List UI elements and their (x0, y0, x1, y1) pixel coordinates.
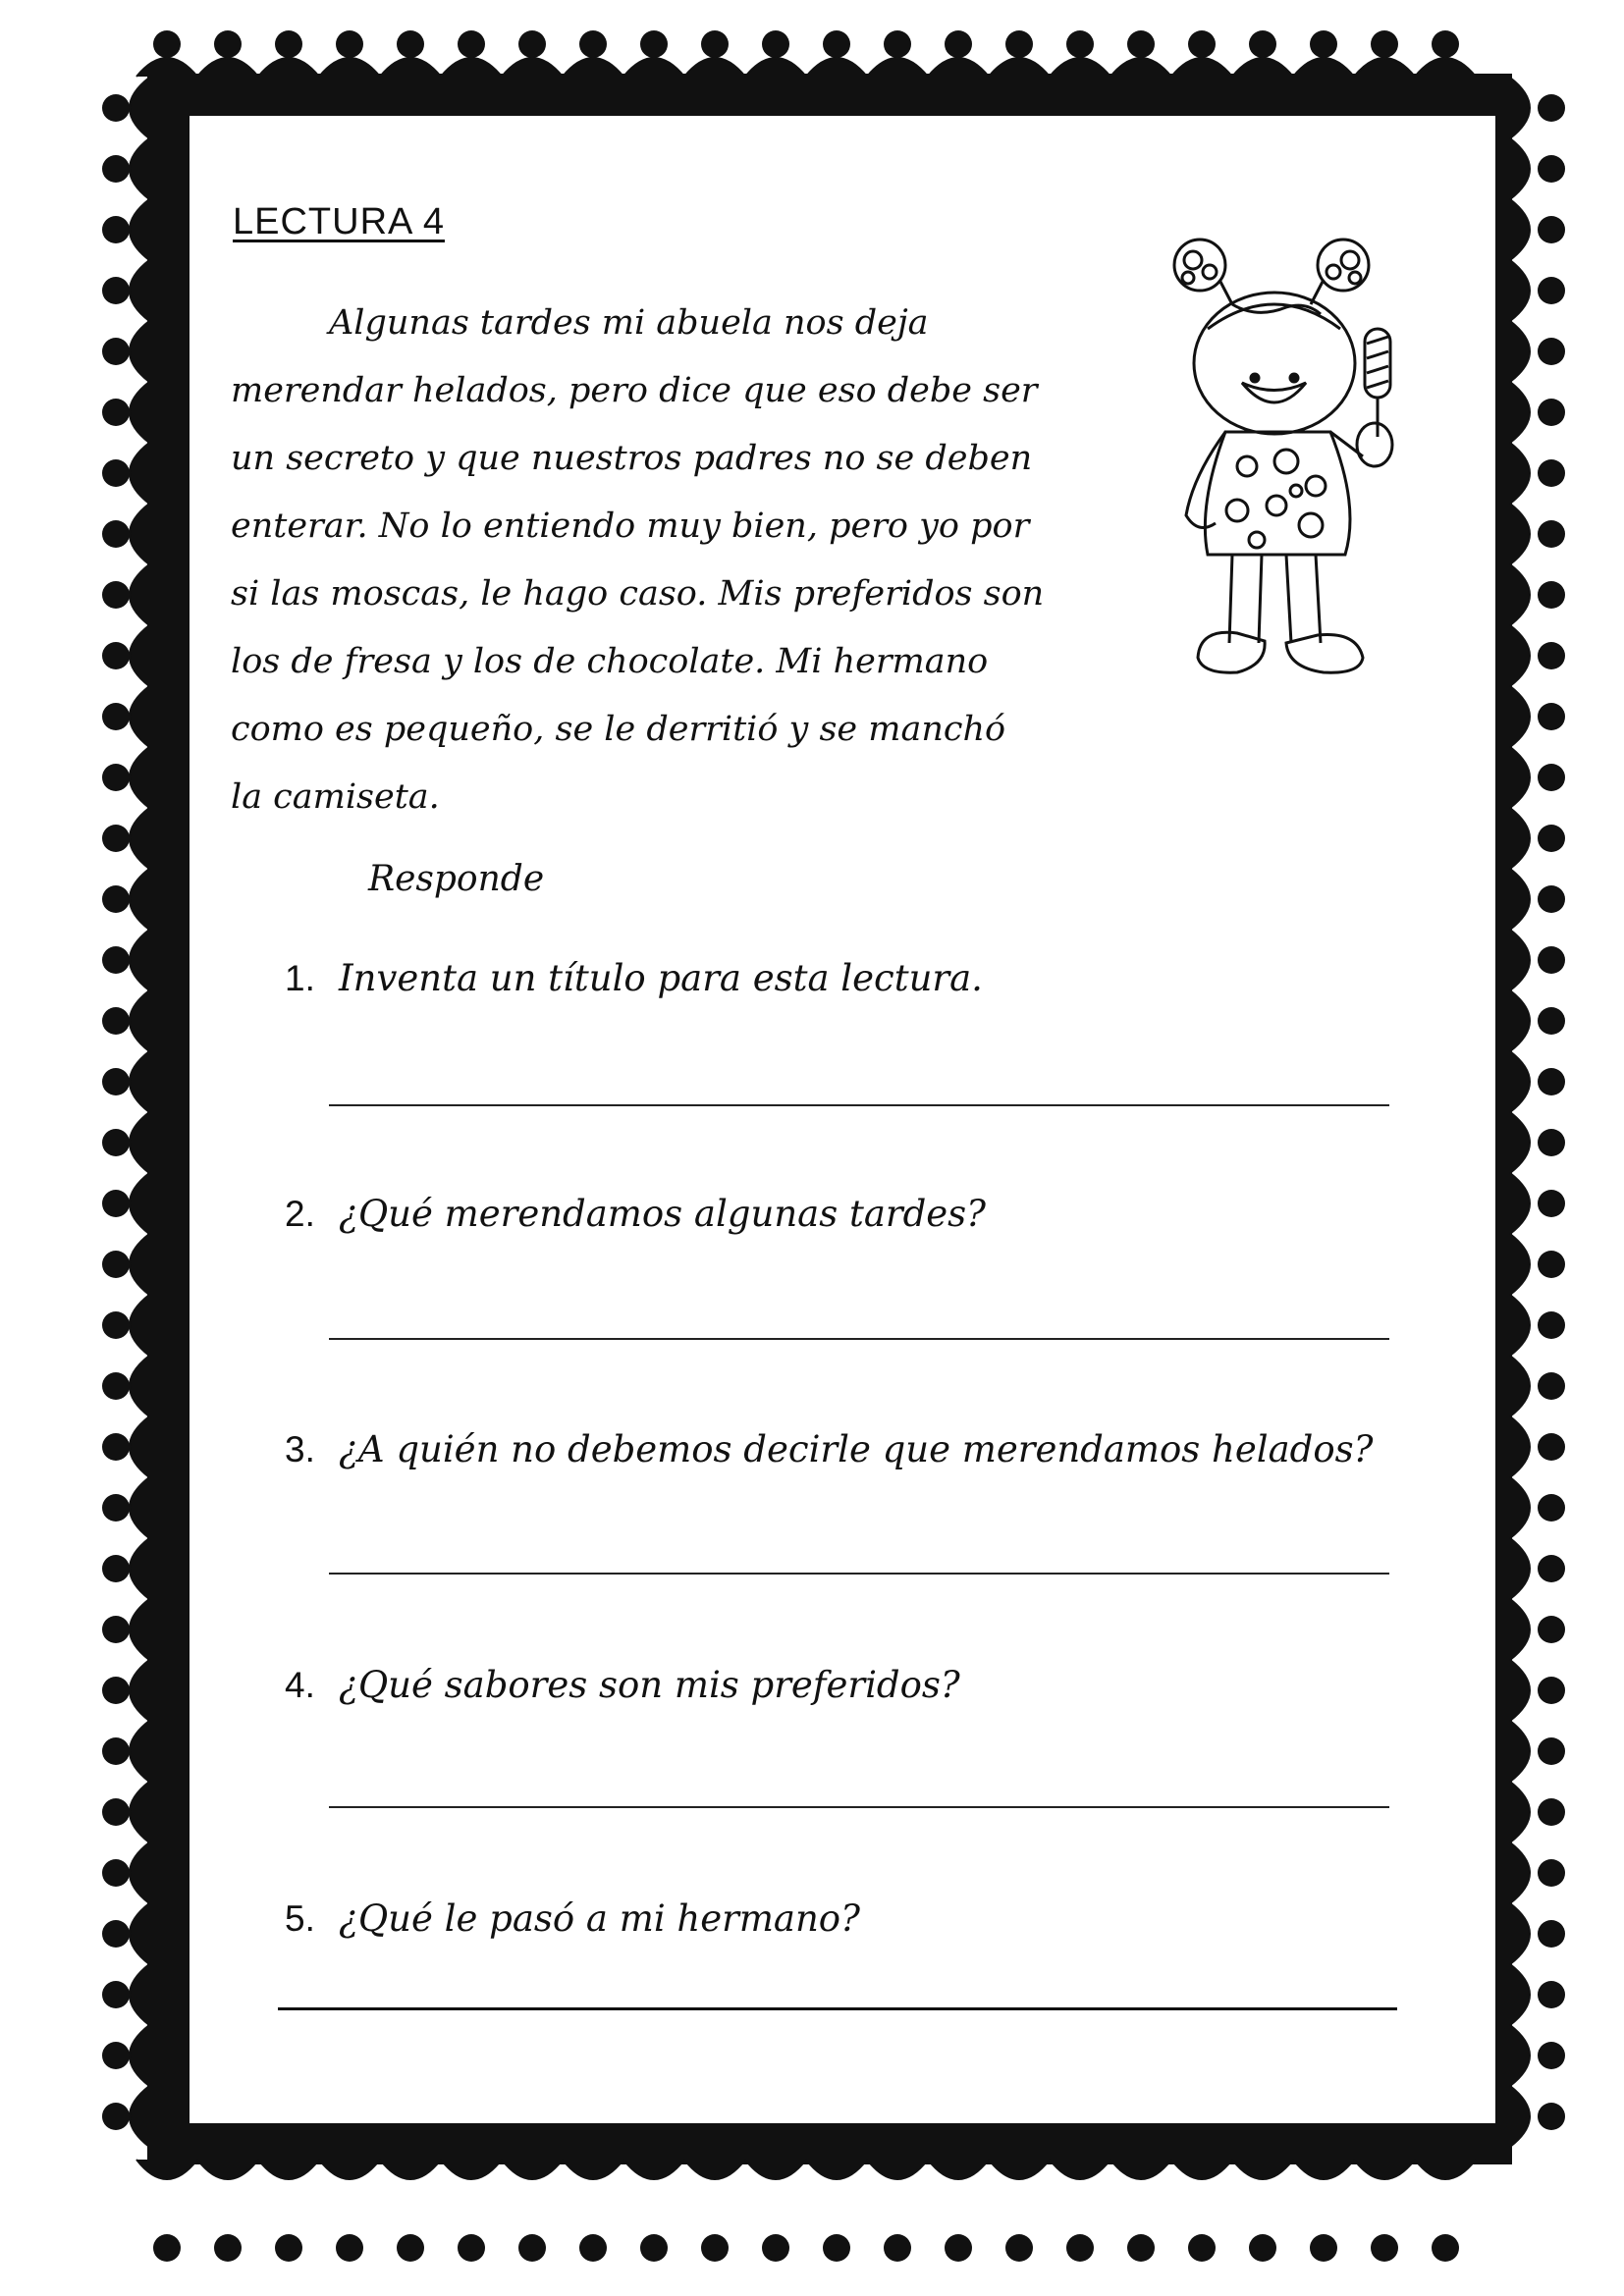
border-dot (102, 1798, 130, 1826)
border-arch (130, 321, 149, 382)
question-number: 3. (285, 1429, 315, 1469)
border-dot (1538, 1859, 1565, 1887)
border-dot (1249, 2234, 1276, 2262)
border-arch (130, 1964, 149, 2025)
border-arch (1510, 1842, 1530, 1903)
border-dot (1538, 703, 1565, 730)
reading-line: los de fresa y los de chocolate. Mi hermano (231, 642, 989, 681)
border-arch (441, 2160, 502, 2179)
border-dot (102, 1068, 130, 1095)
border-arch (319, 2160, 380, 2179)
border-dot (1538, 399, 1565, 426)
border-arch (745, 58, 806, 77)
border-dot (1538, 1920, 1565, 1948)
border-arch (441, 58, 502, 77)
border-dot (153, 30, 181, 58)
border-arch (1510, 1660, 1530, 1721)
border-arch (130, 1051, 149, 1112)
border-dot (1371, 30, 1398, 58)
border-arch (1510, 1295, 1530, 1356)
border-arch (136, 58, 197, 77)
border-dot (1538, 1372, 1565, 1400)
border-arch (130, 625, 149, 686)
border-dot (153, 2234, 181, 2262)
border-arch (1510, 321, 1530, 382)
border-dot (1538, 1311, 1565, 1339)
question-number: 5. (285, 1898, 315, 1939)
border-arch (1510, 504, 1530, 564)
border-arch (130, 78, 149, 138)
border-dot (1127, 30, 1155, 58)
worksheet (191, 118, 1491, 2120)
border-arch (1510, 808, 1530, 869)
border-dot (1538, 277, 1565, 304)
border-dot (1538, 1616, 1565, 1643)
question-1 (285, 957, 983, 999)
border-dot (458, 30, 485, 58)
border-dot (640, 2234, 668, 2262)
border-dot (1538, 1677, 1565, 1704)
border-dot (102, 338, 130, 365)
border-dot (102, 1372, 130, 1400)
border-dot (1538, 459, 1565, 487)
border-arch (1510, 443, 1530, 504)
border-arch (130, 1295, 149, 1356)
border-arch (1510, 1964, 1530, 2025)
border-dot (1538, 764, 1565, 791)
border-dot (1538, 1494, 1565, 1522)
border-arch (1510, 1538, 1530, 1599)
border-arch (1510, 1112, 1530, 1173)
girl-illustration (1139, 211, 1414, 702)
border-dot (945, 30, 972, 58)
border-arch (1510, 747, 1530, 808)
border-arch (1510, 2025, 1530, 2086)
border-arch (130, 260, 149, 321)
border-arch (130, 1721, 149, 1782)
border-dot (102, 885, 130, 913)
border-arch (745, 2160, 806, 2179)
question-5 (285, 1897, 860, 1940)
border-dot (102, 581, 130, 609)
question-text: Inventa un título para esta lectura. (339, 957, 983, 999)
border-dot (1310, 2234, 1337, 2262)
border-arch (1510, 138, 1530, 199)
border-dot (1127, 2234, 1155, 2262)
border-arch (989, 58, 1050, 77)
border-dot (579, 30, 607, 58)
border-dot (102, 277, 130, 304)
question-text: ¿Qué le pasó a mi hermano? (339, 1897, 860, 1940)
border-arch (130, 686, 149, 747)
border-dot (458, 2234, 485, 2262)
border-arch (130, 382, 149, 443)
border-dot (1538, 216, 1565, 243)
border-dot (102, 642, 130, 669)
border-arch (130, 443, 149, 504)
border-arch (1510, 686, 1530, 747)
border-arch (130, 1416, 149, 1477)
reading-line: merendar helados, pero dice que eso debe ser (231, 371, 1038, 410)
reading-line: si las moscas, le hago caso. Mis preferidos son (231, 574, 1045, 614)
border-arch (1510, 1173, 1530, 1234)
border-dot (1538, 1007, 1565, 1035)
border-dot (518, 2234, 546, 2262)
border-arch (1510, 1051, 1530, 1112)
border-dot (102, 1737, 130, 1765)
question-4 (285, 1664, 960, 1706)
border-dot (102, 459, 130, 487)
border-dot (102, 399, 130, 426)
border-dot (1538, 1737, 1565, 1765)
question-text: ¿Qué sabores son mis preferidos? (339, 1664, 960, 1706)
border-dot (1005, 30, 1033, 58)
border-arch (130, 1842, 149, 1903)
border-dot (1538, 520, 1565, 548)
border-dot (1188, 2234, 1216, 2262)
border-dot (102, 1129, 130, 1156)
border-arch (130, 564, 149, 625)
border-arch (1510, 1599, 1530, 1660)
border-arch (806, 2160, 867, 2179)
border-dot (1538, 1190, 1565, 1217)
border-arch (130, 504, 149, 564)
border-arch (1510, 564, 1530, 625)
reading-line: Algunas tardes mi abuela nos deja (329, 303, 929, 343)
border-dot (102, 1251, 130, 1278)
border-arch (1510, 1477, 1530, 1538)
border-dot (102, 520, 130, 548)
border-arch (928, 2160, 989, 2179)
border-arch (1415, 58, 1476, 77)
border-dot (1538, 2103, 1565, 2130)
border-arch (136, 2160, 197, 2179)
border-dot (102, 1859, 130, 1887)
border-arch (130, 138, 149, 199)
answer-line-1[interactable] (329, 1104, 1389, 1106)
border-arch (684, 2160, 745, 2179)
border-dot (1538, 1129, 1565, 1156)
border-dot (102, 2042, 130, 2069)
border-dot (336, 2234, 363, 2262)
border-arch (1293, 2160, 1354, 2179)
border-arch (1510, 1234, 1530, 1295)
border-dot (518, 30, 546, 58)
border-arch (684, 58, 745, 77)
border-dot (1371, 2234, 1398, 2262)
border-arch (502, 58, 563, 77)
border-arch (867, 58, 928, 77)
border-arch (197, 2160, 258, 2179)
border-dot (1538, 946, 1565, 974)
border-arch (623, 58, 684, 77)
border-arch (1510, 1782, 1530, 1842)
border-dot (336, 30, 363, 58)
border-arch (1110, 2160, 1171, 2179)
answer-line-3[interactable] (329, 1573, 1389, 1575)
question-text: ¿A quién no debemos decirle que merendamos helados? (339, 1428, 1374, 1470)
border-dot (945, 2234, 972, 2262)
question-number: 4. (285, 1665, 315, 1705)
border-dot (1538, 1555, 1565, 1582)
border-arch (130, 1356, 149, 1416)
border-dot (275, 2234, 302, 2262)
reading-line: enterar. No lo entiendo muy bien, pero yo por (231, 507, 1030, 546)
border-arch (1510, 260, 1530, 321)
border-arch (1232, 58, 1293, 77)
border-arch (1510, 869, 1530, 930)
border-arch (130, 990, 149, 1051)
border-arch (130, 808, 149, 869)
border-dot (1005, 2234, 1033, 2262)
border-dot (1538, 825, 1565, 852)
border-dot (102, 1555, 130, 1582)
border-dot (762, 30, 789, 58)
border-dot (1066, 2234, 1094, 2262)
border-dot (1538, 885, 1565, 913)
border-dot (1538, 581, 1565, 609)
border-arch (563, 2160, 623, 2179)
question-number: 2. (285, 1194, 315, 1234)
border-dot (102, 1616, 130, 1643)
border-dot (1538, 642, 1565, 669)
border-arch (1510, 990, 1530, 1051)
border-dot (102, 1007, 130, 1035)
question-text: ¿Qué merendamos algunas tardes? (339, 1193, 986, 1235)
border-dot (102, 946, 130, 974)
border-dot (102, 703, 130, 730)
instruction-label: Responde (368, 859, 545, 899)
border-arch (130, 1903, 149, 1964)
border-arch (130, 869, 149, 930)
border-dot (640, 30, 668, 58)
border-arch (130, 2086, 149, 2147)
border-dot (884, 30, 911, 58)
border-arch (989, 2160, 1050, 2179)
border-arch (130, 747, 149, 808)
border-arch (1510, 1356, 1530, 1416)
border-arch (1510, 625, 1530, 686)
border-dot (102, 1190, 130, 1217)
border-arch (1354, 2160, 1415, 2179)
border-dot (102, 155, 130, 183)
border-arch (130, 2025, 149, 2086)
border-dot (823, 2234, 850, 2262)
border-dot (762, 2234, 789, 2262)
border-dot (214, 2234, 242, 2262)
border-dot (102, 216, 130, 243)
border-arch (1510, 1416, 1530, 1477)
answer-line-5[interactable] (278, 2007, 1397, 2010)
answer-line-2[interactable] (329, 1338, 1389, 1340)
border-dot (1432, 2234, 1459, 2262)
border-dot (102, 764, 130, 791)
border-dot (884, 2234, 911, 2262)
page-title: LECTURA 4 (233, 201, 445, 242)
border-arch (130, 1234, 149, 1295)
border-dot (1310, 30, 1337, 58)
border-arch (319, 58, 380, 77)
border-arch (867, 2160, 928, 2179)
border-dot (1538, 1068, 1565, 1095)
border-arch (1354, 58, 1415, 77)
border-dot (701, 30, 729, 58)
border-arch (1293, 58, 1354, 77)
border-dot (1538, 2042, 1565, 2069)
border-dot (1538, 338, 1565, 365)
reading-line: la camiseta. (231, 777, 440, 817)
border-dot (102, 1677, 130, 1704)
border-arch (563, 58, 623, 77)
border-arch (1171, 2160, 1232, 2179)
border-dot (579, 2234, 607, 2262)
border-arch (258, 58, 319, 77)
border-dot (1538, 155, 1565, 183)
border-arch (1232, 2160, 1293, 2179)
reading-line: un secreto y que nuestros padres no se deben (231, 439, 1033, 478)
border-dot (102, 1433, 130, 1461)
border-dot (1188, 30, 1216, 58)
border-arch (502, 2160, 563, 2179)
border-dot (275, 30, 302, 58)
border-arch (380, 2160, 441, 2179)
border-arch (130, 199, 149, 260)
border-arch (1510, 199, 1530, 260)
border-arch (130, 930, 149, 990)
border-dot (102, 1494, 130, 1522)
border-arch (130, 1599, 149, 1660)
question-3 (285, 1428, 1373, 1470)
border-arch (130, 1538, 149, 1599)
border-dot (397, 30, 424, 58)
answer-line-4[interactable] (329, 1806, 1389, 1808)
border-dot (102, 94, 130, 122)
question-2 (285, 1193, 986, 1235)
border-dot (701, 2234, 729, 2262)
border-dot (823, 30, 850, 58)
border-arch (1510, 382, 1530, 443)
border-dot (102, 1311, 130, 1339)
border-arch (258, 2160, 319, 2179)
border-arch (806, 58, 867, 77)
border-arch (1171, 58, 1232, 77)
border-arch (1510, 2086, 1530, 2147)
border-arch (130, 1782, 149, 1842)
border-arch (623, 2160, 684, 2179)
border-dot (102, 1920, 130, 1948)
border-dot (102, 1981, 130, 2008)
border-arch (197, 58, 258, 77)
border-dot (1538, 1251, 1565, 1278)
border-dot (214, 30, 242, 58)
border-arch (1510, 1721, 1530, 1782)
question-number: 1. (285, 958, 315, 998)
border-arch (1510, 78, 1530, 138)
border-arch (130, 1477, 149, 1538)
border-dot (1538, 1981, 1565, 2008)
border-dot (1538, 1433, 1565, 1461)
border-arch (928, 58, 989, 77)
border-arch (130, 1173, 149, 1234)
border-arch (380, 58, 441, 77)
border-dot (397, 2234, 424, 2262)
border-dot (1538, 94, 1565, 122)
border-arch (1415, 2160, 1476, 2179)
border-arch (130, 1112, 149, 1173)
reading-line: como es pequeño, se le derritió y se manchó (231, 710, 1006, 749)
border-dot (102, 2103, 130, 2130)
border-dot (1432, 30, 1459, 58)
border-arch (1510, 930, 1530, 990)
border-dot (102, 825, 130, 852)
border-arch (1050, 2160, 1110, 2179)
border-arch (130, 1660, 149, 1721)
border-arch (1050, 58, 1110, 77)
border-arch (1110, 58, 1171, 77)
border-dot (1249, 30, 1276, 58)
border-dot (1538, 1798, 1565, 1826)
border-arch (1510, 1903, 1530, 1964)
border-dot (1066, 30, 1094, 58)
